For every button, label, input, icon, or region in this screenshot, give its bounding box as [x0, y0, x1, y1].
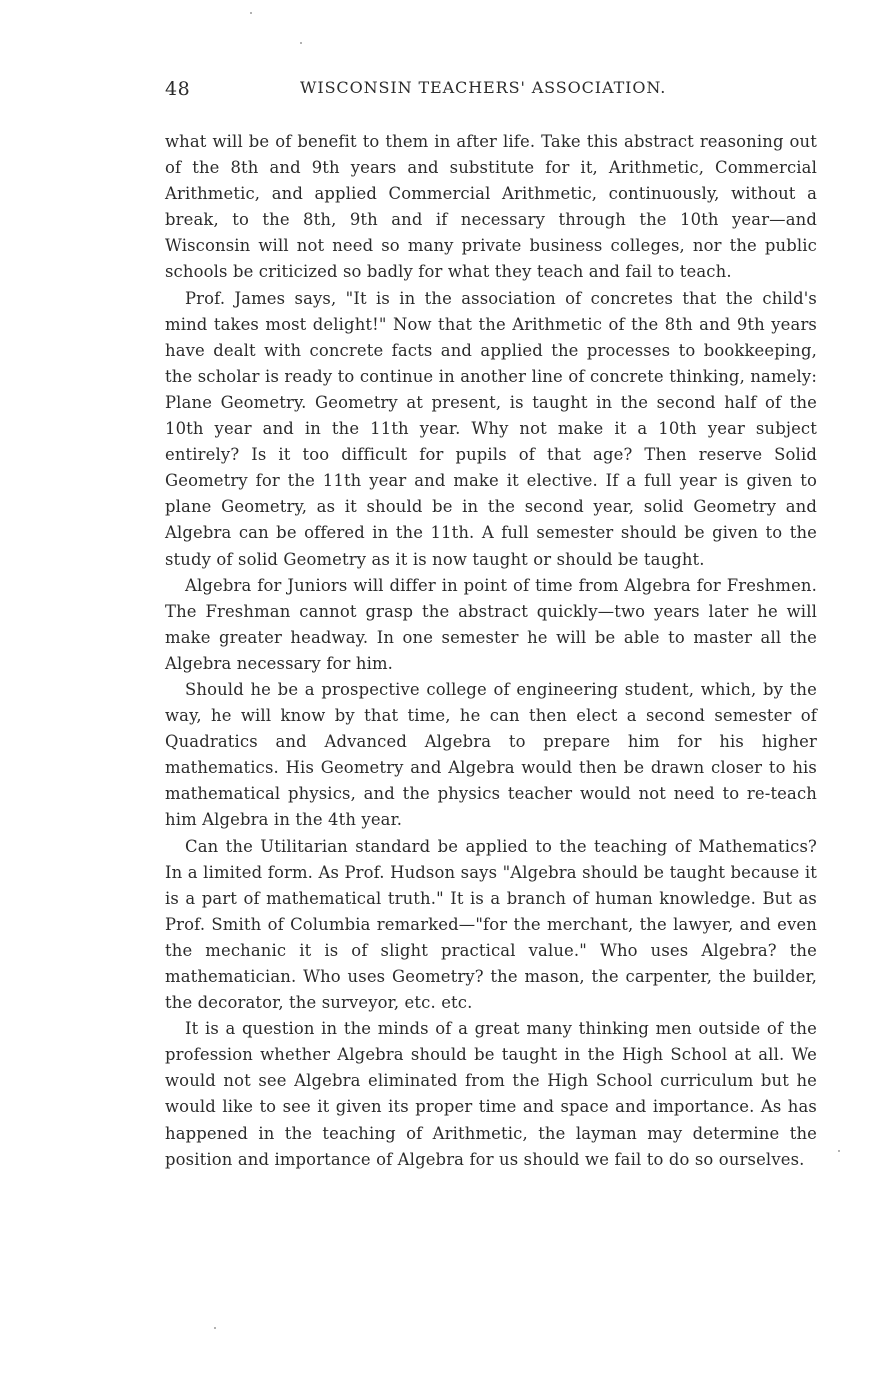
paragraph-algebra-question: It is a question in the minds of a great many thinking men outside of the profession whether Algebra should be taught in the High School at all. We would not see Algebra eliminated from the High School curriculum but he would like to see it given its proper time and space and importance. As has happened in the teaching of Arithmetic, the layman may determine the position and importance of Algebra for us should we fail to do so ourselves. [165, 1019, 817, 1169]
paper-speck [214, 1327, 216, 1329]
paragraph-utilitarian-standard: Can the Utilitarian standard be applied to the teaching of Mathematics? In a limited form. As Prof. Hudson says "Algebra should be taught because it is a part of mathematical truth." It is a branch of human knowledge. But as Prof. Smith of Columbia remarked—"for the merchant, the lawyer, and even the mechanic it is of slight practical value." Who uses Algebra? the mathematician. Who uses Geometry? the mason, the carpenter, the builder, the decorator, the surveyor, etc. etc. [165, 836, 817, 1013]
running-head: WISCONSIN TEACHERS' ASSOCIATION. [300, 78, 667, 97]
paper-speck [250, 12, 252, 14]
paragraph-prof-james: Prof. James says, "It is in the association of concretes that the child's mind takes most delight!" Now that the Arithmetic of the 8th and 9th years have dealt with concrete facts and applied the processes to bookkeeping, the scholar is ready to continue in another line of concrete thinking, namely: Plane Geometry. Geometry at present, is taught in the second half of the 10th year and in the 11th year. Why not make it a 10th year subject entirely? Is it too difficult for pupils of that age? Then reserve Solid Geometry for the 11th year and make it elective. If a full year is given to plane Geometry, as it should be in the second year, solid Geometry and Algebra can be offered in the 11th. A full semester should be given to the study of solid Geometry as it is now taught or should be taught. [165, 288, 817, 569]
page-header [165, 78, 825, 104]
page-number: 48 [165, 78, 191, 100]
paragraph-engineering-student: Should he be a prospective college of engineering student, which, by the way, he will know by that time, he can then elect a second semester of Quadratics and Advanced Algebra to prepare him for his higher mathematics. His Geometry and Algebra would then be drawn closer to his mathematical physics, and the physics teacher would not need to re-teach him Algebra in the 4th year. [165, 679, 817, 830]
paper-speck [300, 42, 302, 44]
paragraph-continued: what will be of benefit to them in after life. Take this abstract reasoning out of the 8th and 9th years and substitute for it, Arithmetic, Commercial Arithmetic, and applied Commercial Arithmetic, continuously, without a break, to the 8th, 9th and if necessary through the 10th year—and Wisconsin will not need so many private business colleges, nor the public schools be criticized so badly for what they teach and fail to teach. [165, 132, 817, 282]
body-text [165, 129, 817, 1173]
paragraph-algebra-juniors: Algebra for Juniors will differ in point of time from Algebra for Freshmen. The Freshman cannot grasp the abstract quickly—two years later he will make greater headway. In one semester he will be able to master all the Algebra necessary for him. [165, 575, 817, 673]
paper-speck [838, 1150, 840, 1152]
